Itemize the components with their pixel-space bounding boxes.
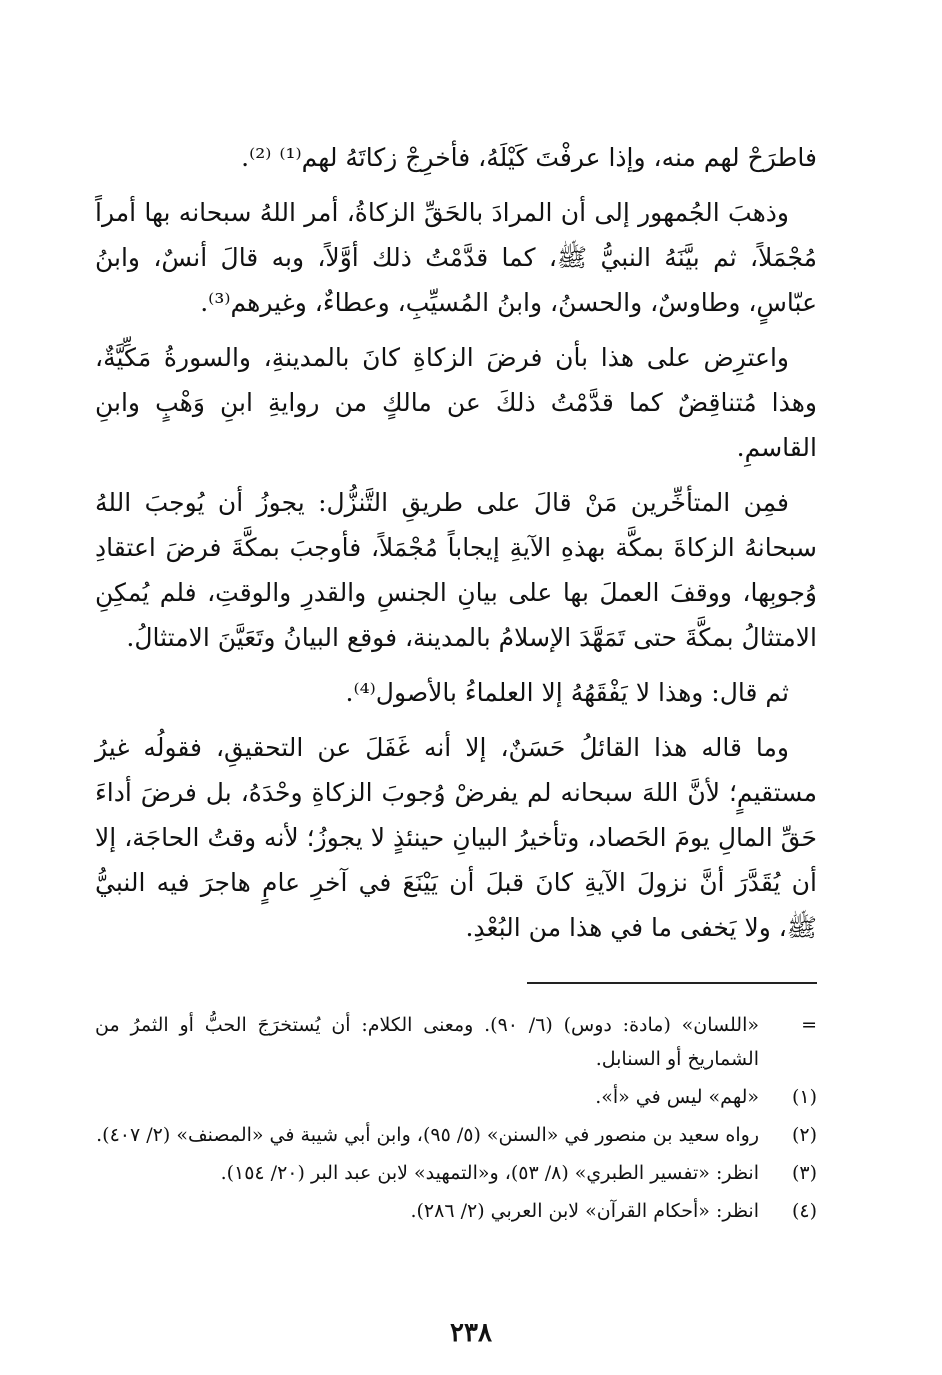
page-number: ٢٣٨ (450, 1318, 492, 1348)
footnote-text: انظر: «أحكام القرآن» لابن العربي (٢/ ٢٨٦). (410, 1200, 759, 1222)
footnote (95, 1008, 817, 1076)
paragraph: فمِن المتأخِّرين مَنْ قالَ على طريقِ التَّنزُّل: يجوزُ أن يُوجبَ اللهُ سبحانهُ الزكاةَ بمكَّة بهذهِ الآيةِ إيجاباً مُجْمَلاً، فأوجبَ بمكَّةَ فرضَ اعتقادِ وُجوبِها، ووقفَ العملَ بها على بيانِ الجنسِ والقدرِ والوقتِ، فلم يُمكِنِ الامتثالُ بمكَّةَ حتى تَمَهَّدَ الإسلامُ بالمدينة، فوقع البيانُ وتَعَيَّنَ الامتثالُ. (95, 488, 817, 652)
paragraph: وذهبَ الجُمهور إلى أن المرادَ بالحَقِّ الزكاةُ، أمر اللهُ سبحانه بها أمراً مُجْمَلاً، ثم بيَّنَهُ النبيُّ ﷺ، كما قدَّمْتُ ذلك أوَّلاً، وبه قالَ أنسٌ، وابنُ عبّاسٍ، وطاوسٌ، والحسنُ، وابنُ المُسيِّبِ، وعطاءٌ، وغيرهم⁽³⁾. (95, 198, 817, 317)
footnote-number: (٤) (791, 1200, 817, 1222)
paragraph: ثم قال: وهذا لا يَفْقَهُهُ إلا العلماءُ بالأصول⁽⁴⁾. (345, 678, 789, 707)
footnotes (95, 1008, 817, 1232)
footnote-text: «لهم» ليس في «أ». (595, 1086, 759, 1108)
footnote-number: = (801, 1014, 817, 1036)
footnote (95, 1080, 817, 1114)
paragraph: وما قاله هذا القائلُ حَسَنٌ، إلا أنه غَفَلَ عن التحقيقِ، فقولُه غيرُ مستقيمٍ؛ لأنَّ اللهَ سبحانه لم يفرضْ وُجوبَ الزكاةِ وحْدَهُ، بل فرضَ أداءَ حَقِّ المالِ يومَ الحَصاد، وتأخيرُ البيانِ حينئذٍ لا يجوزُ؛ لأنه وقتُ الحاجَة، إلا أن يُقَدَّرَ أنَّ نزولَ الآيةِ كانَ قبلَ أن يَيْنَعَ في آخرِ عامٍ هاجرَ فيه النبيُّ ﷺ، ولا يَخفى ما في هذا من البُعْدِ. (95, 733, 817, 942)
paragraph: فاطرَحْ لهم منه، وإذا عرفْتَ كَيْلَهُ، فأخرِجْ زكاتَهُ لهم⁽¹⁾ ⁽²⁾. (241, 143, 817, 172)
footnote (95, 1156, 817, 1190)
footnote (95, 1194, 817, 1228)
footnote-text: «اللسان» (مادة: دوس) (٦/ ٩٠). ومعنى الكلام: أن يُستخرَجَ الحبُّ أو الثمرُ من الشماريخ أو السنابل. (95, 1014, 759, 1070)
footnote-number: (٣) (791, 1162, 817, 1184)
paragraph: واعترِض على هذا بأن فرضَ الزكاةِ كانَ بالمدينةِ، والسورةُ مَكِّيَّةٌ، وهذا مُتناقِضٌ كما قدَّمْتُ ذلكَ عن مالكٍ من روايةِ ابنِ وَهْبٍ وابنِ القاسمِ. (95, 343, 817, 462)
footnote-text: انظر: «تفسير الطبري» (٨/ ٥٣)، و«التمهيد» لابن عبد البر (٢٠/ ١٥٤). (220, 1162, 759, 1184)
main-text (95, 135, 817, 960)
footnote-text: رواه سعيد بن منصور في «السنن» (٥/ ٩٥)، وابن أبي شيبة في «المصنف» (٢/ ٤٠٧). (96, 1124, 759, 1146)
footnote-number: (١) (791, 1086, 817, 1108)
footnote-divider (527, 982, 817, 984)
footnote (95, 1118, 817, 1152)
footnote-number: (٢) (791, 1124, 817, 1146)
